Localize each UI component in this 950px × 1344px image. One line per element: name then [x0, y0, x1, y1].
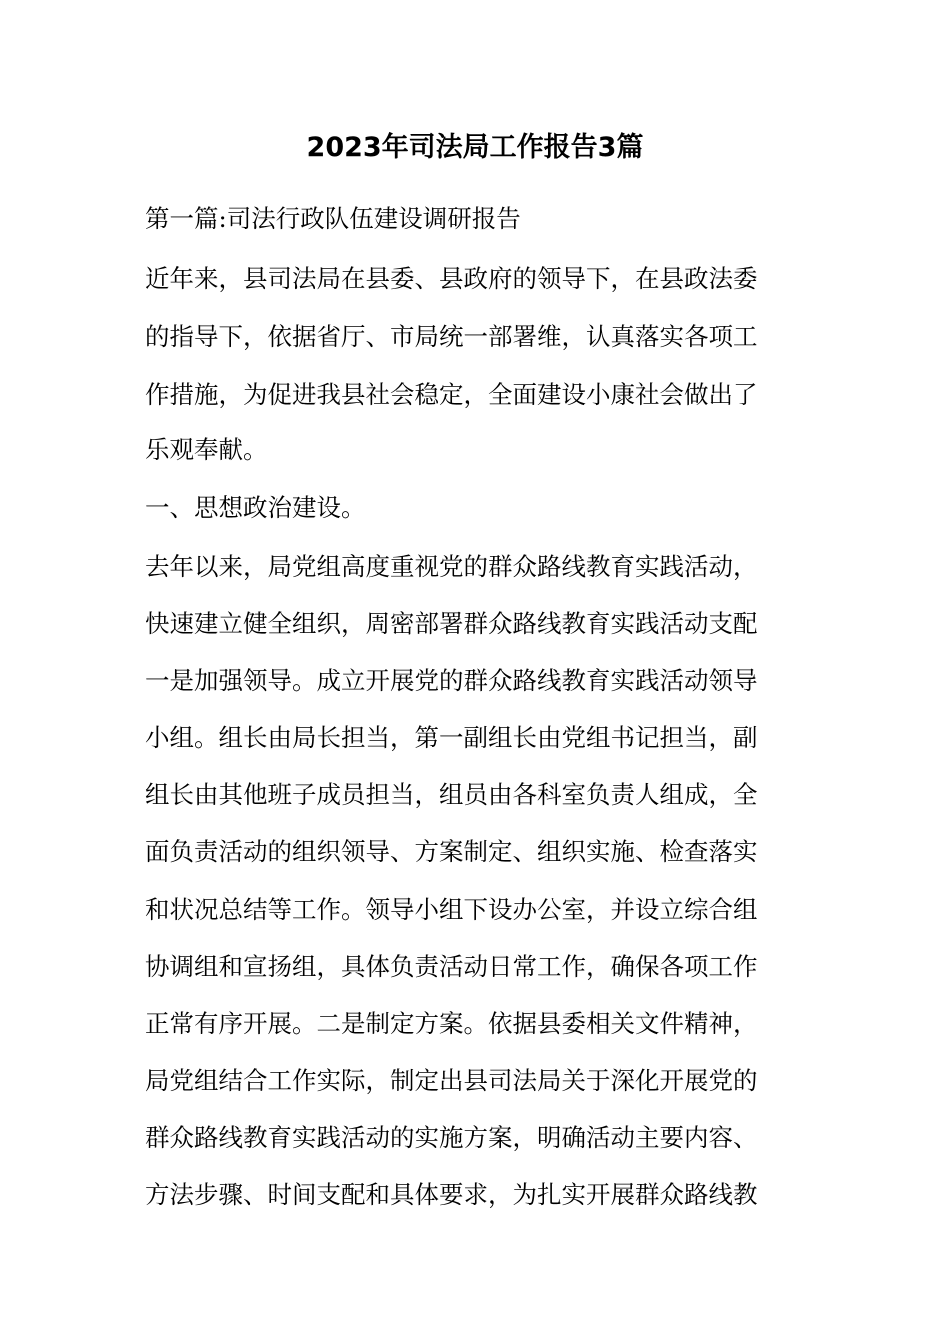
paragraph-line: 面负责活动的组织领导、方案制定、组织实施、检查落实 [145, 837, 758, 866]
paragraph-line: 协调组和宣扬组，具体负责活动日常工作，确保各项工作 [145, 952, 758, 981]
paragraph-line: 一是加强领导。成立开展党的群众路线教育实践活动领导 [145, 666, 758, 695]
section-heading: 第一篇:司法行政队伍建设调研报告 [145, 204, 521, 233]
paragraph-line: 小组。组长由局长担当，第一副组长由党组书记担当，副 [145, 723, 758, 752]
paragraph-line: 和状况总结等工作。领导小组下设办公室，并设立综合组 [145, 895, 758, 924]
paragraph-line: 乐观奉献。 [145, 435, 268, 464]
paragraph-line: 群众路线教育实践活动的实施方案，明确活动主要内容、 [145, 1123, 758, 1152]
paragraph-line: 的指导下，依据省厅、市局统一部署维，认真落实各项工 [145, 322, 758, 351]
paragraph-line: 作措施，为促进我县社会稳定，全面建设小康社会做出了 [145, 380, 758, 409]
paragraph-line: 近年来，县司法局在县委、县政府的领导下，在县政法委 [145, 264, 758, 293]
paragraph-line: 方法步骤、时间支配和具体要求，为扎实开展群众路线教 [145, 1180, 758, 1209]
subsection-heading: 一、思想政治建设。 [145, 493, 366, 522]
paragraph-line: 组长由其他班子成员担当，组员由各科室负责人组成，全 [145, 780, 758, 809]
paragraph-line: 快速建立健全组织，周密部署群众路线教育实践活动支配 [145, 609, 758, 638]
document-title: 2023年司法局工作报告3篇 [306, 132, 644, 163]
paragraph-line: 正常有序开展。二是制定方案。依据县委相关文件精神， [145, 1009, 758, 1038]
paragraph-line: 局党组结合工作实际，制定出县司法局关于深化开展党的 [145, 1066, 758, 1095]
paragraph-line: 去年以来，局党组高度重视党的群众路线教育实践活动， [145, 552, 758, 581]
